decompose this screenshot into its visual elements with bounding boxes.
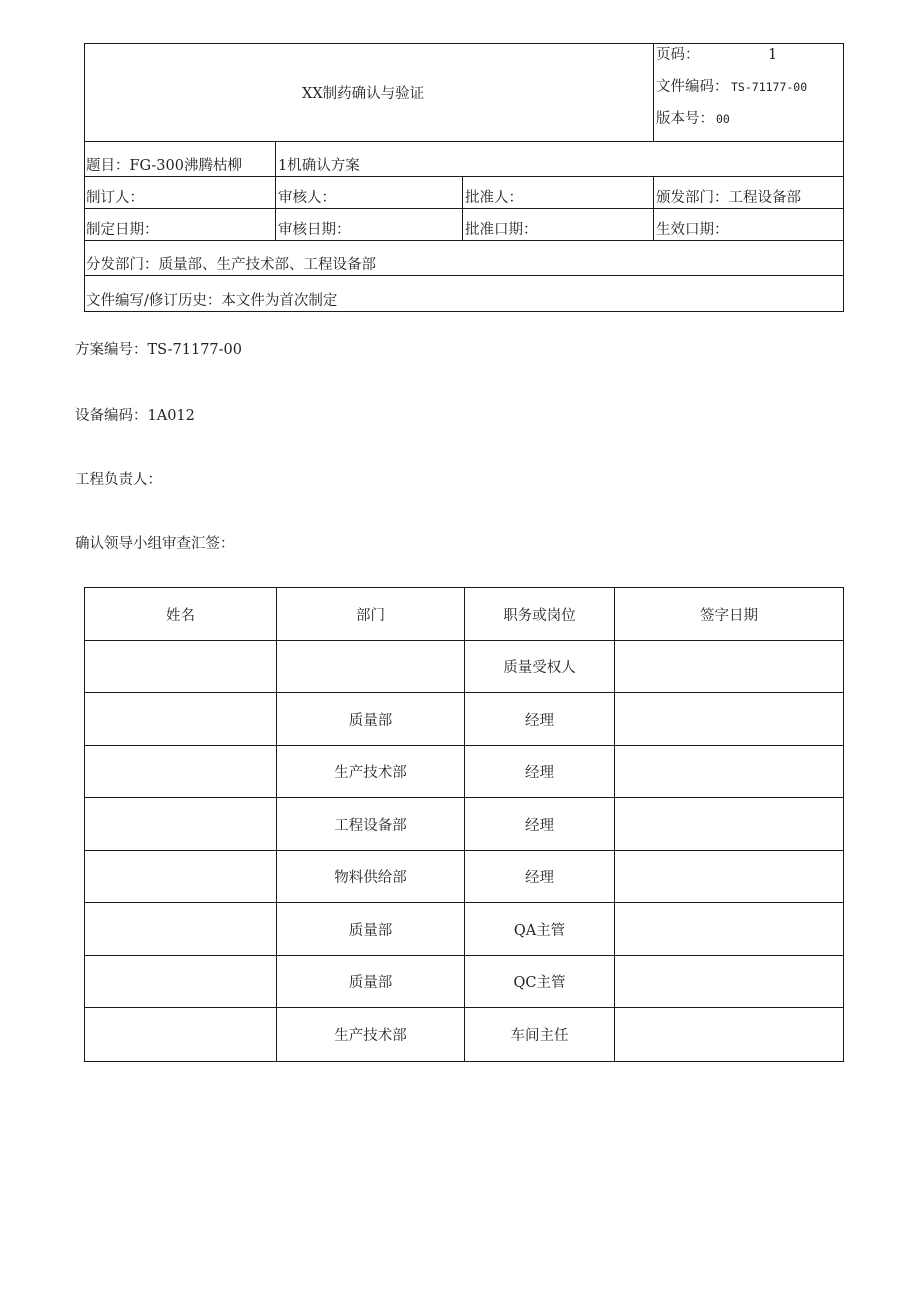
row-6-date [615, 956, 843, 1007]
row-1-role: 经理 [525, 712, 554, 729]
engineer-in-charge: 工程负责人： [75, 472, 162, 488]
row-3-role: 经理 [525, 817, 554, 834]
row-4-dept: 物料供给部 [334, 870, 407, 886]
row-7-date [615, 1008, 843, 1061]
row-6-name [85, 956, 276, 1007]
row-6-role: QC主管 [513, 975, 566, 991]
version-label: 版本号： [656, 111, 714, 127]
row-6-dept: 质量部 [348, 975, 393, 991]
row-4-name [85, 851, 276, 902]
row-1-name [85, 693, 276, 745]
row-3-name [85, 798, 276, 850]
row-5-dept: 质量部 [348, 922, 393, 939]
issuing-dept: 颁发部门：工程设备部 [656, 190, 801, 206]
column-header-date: 签字日期 [700, 607, 758, 624]
page-number: 1 [768, 47, 778, 63]
row-4-role: 经理 [525, 870, 554, 886]
row-2-role: 经理 [525, 765, 554, 781]
row-3-dept: 工程设备部 [334, 817, 407, 834]
reviewed-date: 审核日期： [278, 222, 351, 238]
prepared-by: 制订人： [86, 190, 144, 206]
version-value: 00 [716, 112, 730, 126]
row-7-name [85, 1008, 276, 1061]
page-label: 页码： [656, 47, 700, 63]
row-7-role: 车间主任 [510, 1028, 569, 1044]
approved-date: 批准口期： [465, 222, 538, 238]
row-5-name [85, 903, 276, 955]
row-0-role: 质量受权人 [503, 660, 576, 676]
row-2-name [85, 746, 276, 797]
doc-code-value: TS-71177-00 [731, 80, 808, 94]
row-3-date [615, 798, 843, 850]
row-0-name [85, 641, 276, 692]
subject-part-a: 题目：FG-300沸腾枯柳 [86, 158, 242, 174]
row-0-date [615, 641, 843, 692]
effective-date: 生效口期： [656, 222, 729, 238]
plan-number: 方案编号：TS-71177-00 [75, 342, 243, 358]
approved-by: 批准人： [465, 190, 523, 206]
row-1-date [615, 693, 843, 745]
row-0-dept [277, 641, 464, 692]
prepared-date: 制定日期： [86, 222, 159, 238]
doc-code-label: 文件编码： [656, 79, 729, 95]
column-header-name: 姓名 [166, 607, 195, 624]
distribution: 分发部门：质量部、生产技术部、工程设备部 [86, 257, 376, 273]
column-header-dept: 部门 [356, 607, 385, 624]
row-5-date [615, 903, 843, 955]
row-4-date [615, 851, 843, 902]
reviewed-by: 审核人： [278, 190, 336, 206]
row-2-date [615, 746, 843, 797]
signoff-intro: 确认领导小组审查汇签： [75, 536, 235, 552]
equipment-code: 设备编码：1A012 [75, 408, 195, 424]
row-7-dept: 生产技术部 [334, 1028, 407, 1044]
company-title: XX制药确认与验证 [302, 86, 425, 102]
subject-part-b: 1机确认方案 [278, 158, 360, 174]
revision-history: 文件编写/修订历史：本文件为首次制定 [86, 293, 338, 309]
column-header-role: 职务或岗位 [503, 607, 576, 624]
row-1-dept: 质量部 [348, 712, 393, 729]
row-2-dept: 生产技术部 [334, 765, 407, 781]
row-5-role: QA主管 [513, 922, 566, 939]
